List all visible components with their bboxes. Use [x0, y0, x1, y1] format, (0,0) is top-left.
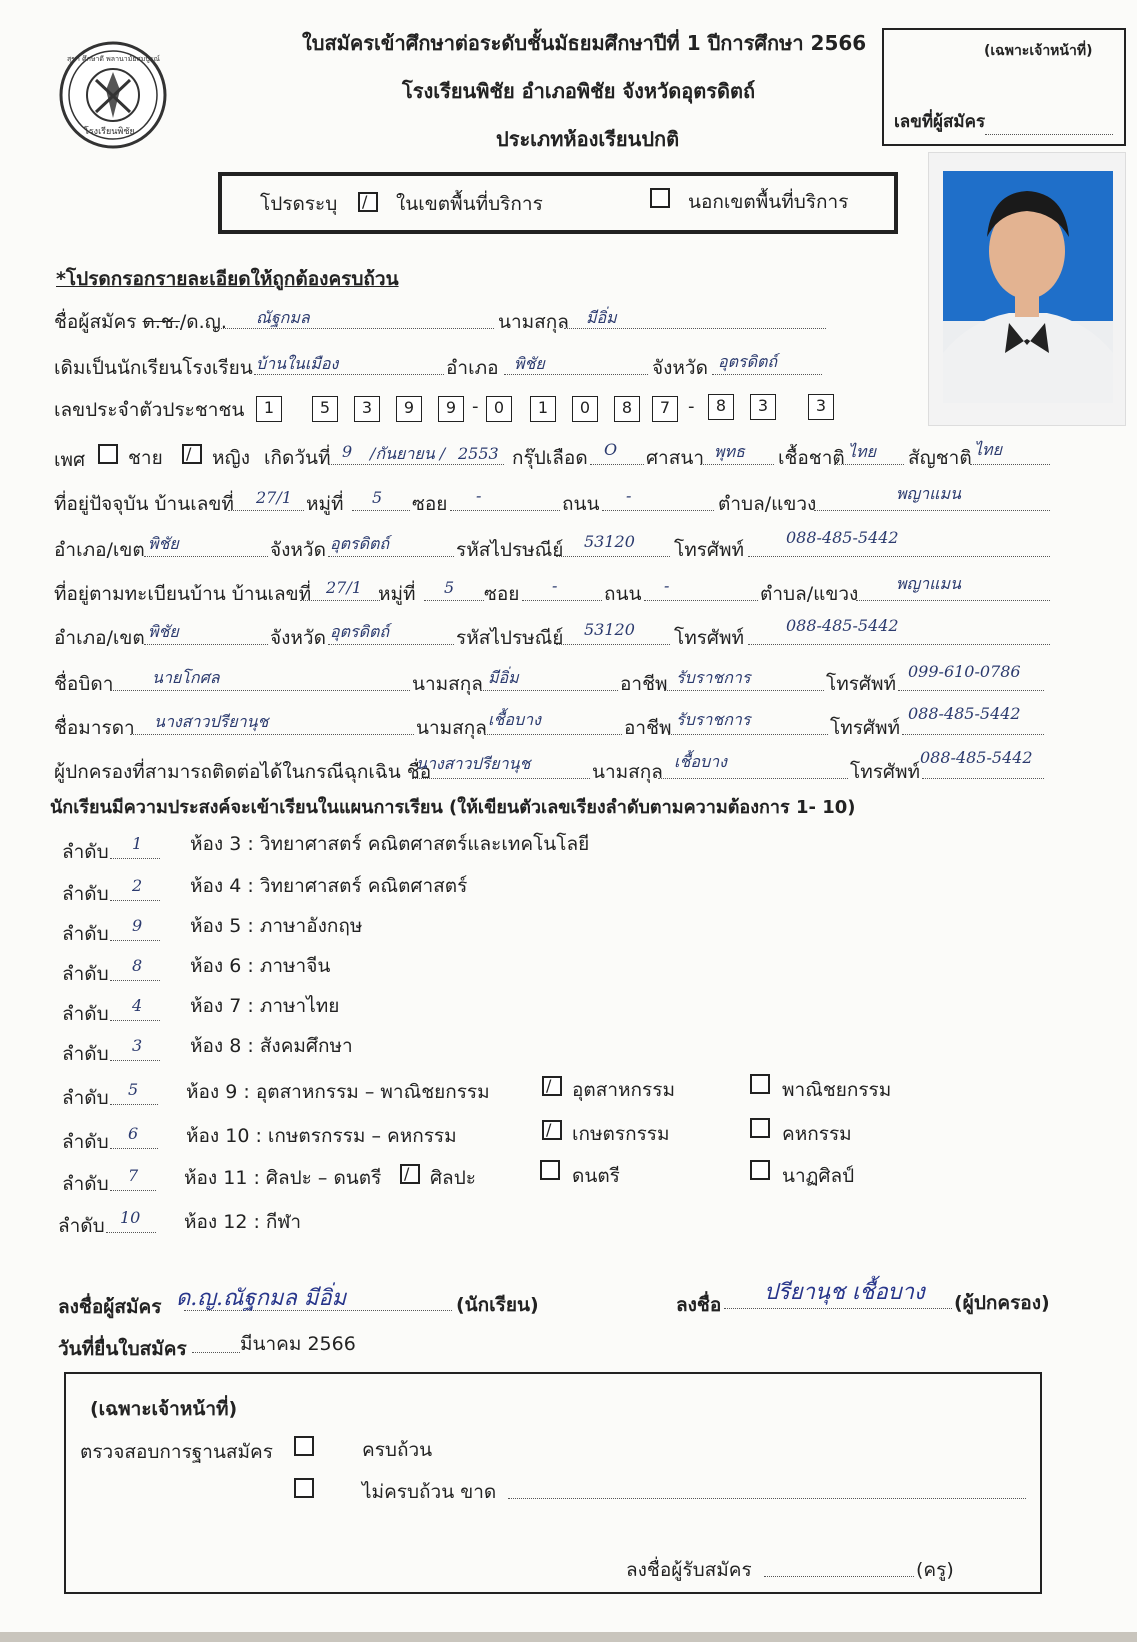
- dance-checkbox[interactable]: [750, 1160, 770, 1180]
- plan-room: ห้อง 4 : วิทยาศาสตร์ คณิตศาสตร์: [190, 875, 468, 897]
- page-edge: [0, 1632, 1137, 1642]
- current-soi-value: -: [476, 486, 482, 505]
- plan-rank-label: ลำดับ: [62, 1087, 109, 1109]
- religion-label: ศาสนา: [646, 447, 704, 469]
- plan-rank-label: ลำดับ: [62, 923, 109, 945]
- registered-postal-value: 53120: [584, 620, 635, 639]
- id-digit[interactable]: 8: [614, 396, 640, 422]
- school-province-label: จังหวัด: [652, 357, 708, 379]
- id-dash: -: [688, 396, 695, 417]
- applicant-photo: [928, 152, 1126, 426]
- dance-label: นาฏศิลป์: [782, 1165, 855, 1187]
- id-label: เลขประจำตัวประชาชน: [54, 399, 245, 421]
- registered-phone-value: 088-485-5442: [786, 616, 899, 635]
- plan-rank-value: 5: [128, 1080, 139, 1099]
- plan-room: ห้อง 11 : ศิลปะ – ดนตรี: [184, 1167, 382, 1189]
- registered-postal-label: รหัสไปรษณีย์: [456, 627, 564, 649]
- office-label: (เฉพาะเจ้าหน้าที่): [90, 1398, 238, 1420]
- guardian-surname-value: เชื้อบาง: [674, 752, 727, 771]
- id-digit[interactable]: 8: [708, 394, 734, 420]
- plan-room: ห้อง 10 : เกษตรกรรม – คหกรรม: [186, 1125, 457, 1147]
- plan-room: ห้อง 5 : ภาษาอังกฤษ: [190, 915, 363, 937]
- plan-rank-value: 6: [128, 1124, 139, 1143]
- plan-rank-value: 4: [132, 996, 143, 1015]
- form-title: ใบสมัครเข้าศึกษาต่อระดับชั้นมัธยมศึกษาปีที่ 1 ปีการศึกษา 2566: [302, 31, 867, 55]
- birth-month: /กันยายน /: [370, 444, 446, 463]
- applicant-no-field[interactable]: เลขที่ผู้สมัคร: [894, 108, 1113, 135]
- incomplete-label: ไม่ครบถ้วน ขาด: [362, 1481, 497, 1503]
- surname-label: นามสกุล: [498, 311, 569, 333]
- applicant-role: (นักเรียน): [456, 1294, 539, 1316]
- agri-label: เกษตรกรรม: [572, 1123, 670, 1145]
- home-econ-checkbox[interactable]: [750, 1118, 770, 1138]
- current-moo-label: หมู่ที่: [306, 493, 344, 515]
- registered-moo-label: หมู่ที่: [378, 583, 416, 605]
- plan-room: ห้อง 3 : วิทยาศาสตร์ คณิตศาสตร์และเทคโนโลยี: [190, 833, 590, 855]
- registered-subdistrict-label: ตำบล/แขวง: [760, 583, 859, 605]
- plan-room: ห้อง 12 : กีฬา: [184, 1211, 302, 1233]
- out-area-label: นอกเขตพื้นที่บริการ: [688, 191, 849, 213]
- registered-soi-value: -: [552, 576, 558, 595]
- blood-value: O: [604, 440, 618, 459]
- current-road-field[interactable]: [602, 490, 714, 511]
- surname-value: มีอิ่ม: [586, 308, 617, 327]
- father-name-value: นายโกศล: [152, 668, 220, 687]
- office-check-label: ตรวจสอบการฐานสมัคร: [80, 1441, 273, 1463]
- birth-year: 2553: [458, 444, 499, 463]
- apply-date-field[interactable]: [192, 1332, 240, 1353]
- school-district-label: อำเภอ: [446, 357, 499, 379]
- school-district-value: พิชัย: [514, 354, 545, 373]
- incomplete-detail-field[interactable]: [508, 1478, 1026, 1499]
- out-area-checkbox[interactable]: [650, 188, 670, 208]
- blood-label: กรุ๊ปเลือด: [512, 447, 588, 469]
- female-label: หญิง: [212, 447, 250, 469]
- plan-rank-label: ลำดับ: [62, 963, 109, 985]
- mother-label: ชื่อมารดา: [54, 717, 135, 739]
- classroom-type: ประเภทห้องเรียนปกติ: [496, 127, 680, 151]
- id-digit[interactable]: 7: [652, 396, 678, 422]
- registered-district-label: อำเภอ/เขต: [54, 627, 145, 649]
- plan-rank-label: ลำดับ: [62, 1003, 109, 1025]
- industry-label: อุตสาหกรรม: [572, 1079, 675, 1101]
- school-province-value: อุตรดิตถ์: [718, 352, 778, 371]
- father-job-label: อาชีพ: [620, 673, 668, 695]
- religion-value: พุทธ: [714, 442, 745, 461]
- current-district-label: อำเภอ/เขต: [54, 539, 145, 561]
- registered-district-value: พิชัย: [148, 622, 179, 641]
- plans-heading: นักเรียนมีความประสงค์จะเข้าเรียนในแผนการเรียน (ให้เขียนตัวเลขเรียงลำดับตามความต้องการ 1- 10): [50, 797, 856, 818]
- plan-room: ห้อง 6 : ภาษาจีน: [190, 955, 331, 977]
- mother-job-label: อาชีพ: [624, 717, 672, 739]
- art-label: ศิลปะ: [430, 1167, 476, 1189]
- registered-soi-field[interactable]: [522, 580, 602, 601]
- father-surname-value: มีอิ่ม: [488, 668, 519, 687]
- commerce-checkbox[interactable]: [750, 1074, 770, 1094]
- art-checkbox[interactable]: /: [400, 1164, 420, 1184]
- mother-phone-value: 088-485-5442: [908, 704, 1021, 723]
- plan-rank-value: 2: [132, 876, 143, 895]
- applicant-name-row: ชื่อผู้สมัคร ด.ช./ด.ญ.: [54, 311, 227, 333]
- birth-day: 9: [342, 442, 353, 461]
- mother-phone-label: โทรศัพท์: [830, 717, 901, 739]
- instruction: *โปรดกรอกรายละเอียดให้ถูกต้องครบถ้วน: [56, 268, 399, 290]
- id-digit[interactable]: 1: [530, 396, 556, 422]
- id-digit[interactable]: 5: [312, 396, 338, 422]
- complete-label: ครบถ้วน: [362, 1439, 433, 1461]
- current-road-value: -: [626, 486, 632, 505]
- guardian-label: ผู้ปกครองที่สามารถติดต่อได้ในกรณีฉุกเฉิน ชื่อ: [54, 761, 432, 783]
- music-label: ดนตรี: [572, 1165, 620, 1187]
- guardian-phone-label: โทรศัพท์: [850, 761, 921, 783]
- commerce-label: พาณิชยกรรม: [782, 1079, 892, 1101]
- id-digit[interactable]: 9: [438, 396, 464, 422]
- mother-job-value: รับราชการ: [676, 710, 751, 729]
- registered-road-label: ถนน: [604, 583, 642, 605]
- first-name-value: ณัฐกมล: [256, 308, 310, 327]
- current-province-label: จังหวัด: [270, 539, 326, 561]
- father-label: ชื่อบิดา: [54, 673, 114, 695]
- current-subdistrict-value: พญาแมน: [896, 484, 961, 503]
- plan-rank-value: 8: [132, 956, 143, 975]
- female-checkbox[interactable]: /: [182, 444, 202, 464]
- birth-label: เกิดวันที่: [264, 447, 331, 469]
- apply-date-label: วันที่ยื่นใบสมัคร: [58, 1338, 187, 1360]
- mother-surname-label: นามสกุล: [416, 717, 487, 739]
- father-surname-label: นามสกุล: [412, 673, 483, 695]
- current-subdistrict-label: ตำบล/แขวง: [718, 493, 817, 515]
- current-road-label: ถนน: [562, 493, 600, 515]
- current-district-value: พิชัย: [148, 534, 179, 553]
- gender-label: เพศ: [54, 449, 86, 471]
- area-prefix: โปรดระบุ: [260, 193, 338, 215]
- id-digit[interactable]: 3: [354, 396, 380, 422]
- agri-checkbox[interactable]: /: [542, 1120, 562, 1140]
- plan-room: ห้อง 8 : สังคมศึกษา: [190, 1035, 353, 1057]
- id-digit[interactable]: 3: [750, 394, 776, 420]
- ethnicity-label: เชื้อชาติ: [778, 447, 845, 469]
- guardian-role: (ผู้ปกครอง): [954, 1292, 1050, 1314]
- registered-road-value: -: [664, 576, 670, 595]
- id-digit[interactable]: 0: [572, 396, 598, 422]
- guardian-surname-label: นามสกุล: [592, 761, 663, 783]
- id-digit[interactable]: 3: [808, 394, 834, 420]
- id-digit[interactable]: 0: [486, 396, 512, 422]
- music-checkbox[interactable]: [540, 1160, 560, 1180]
- home-econ-label: คหกรรม: [782, 1123, 852, 1145]
- title-struck: ด.ช.: [142, 311, 180, 333]
- plan-rank-label: ลำดับ: [62, 841, 109, 863]
- plan-rank-label: ลำดับ: [58, 1215, 105, 1237]
- receiver-role: (ครู): [916, 1559, 954, 1581]
- receiver-label: ลงชื่อผู้รับสมัคร: [626, 1559, 752, 1581]
- in-area-label: ในเขตพื้นที่บริการ: [396, 193, 543, 215]
- nationality-value: ไทย: [974, 440, 1002, 459]
- guardian-phone-value: 088-485-5442: [920, 748, 1033, 767]
- staff-box-label: (เฉพาะเจ้าหน้าที่): [984, 43, 1093, 59]
- registered-subdistrict-value: พญาแมน: [896, 574, 961, 593]
- registered-soi-label: ซอย: [484, 583, 520, 605]
- current-phone-value: 088-485-5442: [786, 528, 899, 547]
- plan-rank-value: 1: [132, 834, 143, 853]
- seal-text-bottom: โรงเรียนพิชัย: [84, 127, 135, 137]
- registered-moo-value: 5: [444, 578, 455, 597]
- registered-address-label: ที่อยู่ตามทะเบียนบ้าน บ้านเลขที่: [54, 583, 312, 605]
- plan-rank-value: 7: [128, 1166, 139, 1185]
- current-moo-value: 5: [372, 488, 383, 507]
- plan-rank-value: 10: [120, 1208, 141, 1227]
- apply-date-value: มีนาคม 2566: [240, 1333, 356, 1355]
- plan-rank-value: 3: [132, 1036, 143, 1055]
- current-soi-label: ซอย: [412, 493, 448, 515]
- plan-room: ห้อง 7 : ภาษาไทย: [190, 995, 340, 1017]
- male-label: ชาย: [128, 447, 163, 469]
- school-name: โรงเรียนพิชัย อำเภอพิชัย จังหวัดอุตรดิตถ์: [402, 79, 756, 103]
- id-dash: -: [472, 396, 479, 417]
- applicant-signature: ด.ญ.ณัฐกมล มีอิ่ม: [176, 1286, 347, 1311]
- applicant-sign-label: ลงชื่อผู้สมัคร: [58, 1296, 162, 1318]
- plan-rank-label: ลำดับ: [62, 883, 109, 905]
- nationality-label: สัญชาติ: [908, 447, 972, 469]
- current-soi-field[interactable]: [450, 490, 560, 511]
- father-phone-value: 099-610-0786: [908, 662, 1021, 681]
- complete-checkbox[interactable]: [294, 1436, 314, 1456]
- registered-phone-label: โทรศัพท์: [674, 627, 745, 649]
- registered-province-label: จังหวัด: [270, 627, 326, 649]
- plan-rank-label: ลำดับ: [62, 1131, 109, 1153]
- registered-province-value: อุตรดิตถ์: [330, 622, 390, 641]
- male-checkbox[interactable]: [98, 444, 118, 464]
- former-school-value: บ้านในเมือง: [256, 354, 339, 373]
- guardian-name-value: นางสาวปรียานุช: [416, 754, 531, 773]
- receiver-sign-field[interactable]: [764, 1556, 914, 1577]
- ethnicity-value: ไทย: [848, 442, 876, 461]
- registered-road-field[interactable]: [644, 580, 758, 601]
- current-address-label: ที่อยู่ปัจจุบัน บ้านเลขที่: [54, 493, 234, 515]
- current-postal-value: 53120: [584, 532, 635, 551]
- father-phone-label: โทรศัพท์: [826, 673, 897, 695]
- plan-rank-label: ลำดับ: [62, 1043, 109, 1065]
- father-job-value: รับราชการ: [676, 668, 751, 687]
- current-house-value: 27/1: [256, 488, 292, 507]
- in-area-checkbox[interactable]: /: [358, 192, 378, 212]
- mother-name-value: นางสาวปรียานุช: [154, 712, 269, 731]
- id-digit[interactable]: 9: [396, 396, 422, 422]
- seal-text-top: สุขา ศึกษาดี พลานามัยสมบูรณ์: [66, 55, 161, 63]
- former-school-label: เดิมเป็นนักเรียนโรงเรียน: [54, 357, 253, 379]
- incomplete-checkbox[interactable]: [294, 1478, 314, 1498]
- plan-room: ห้อง 9 : อุตสาหกรรม – พาณิชยกรรม: [186, 1081, 490, 1103]
- current-postal-label: รหัสไปรษณีย์: [456, 539, 564, 561]
- industry-checkbox[interactable]: /: [542, 1076, 562, 1096]
- registered-house-value: 27/1: [326, 578, 362, 597]
- current-province-value: อุตรดิตถ์: [330, 534, 390, 553]
- guardian-sign-label: ลงชื่อ: [676, 1294, 722, 1316]
- mother-surname-value: เชื้อบาง: [488, 710, 541, 729]
- guardian-signature: ปรียานุช เชื้อบาง: [764, 1280, 925, 1305]
- current-phone-label: โทรศัพท์: [674, 539, 745, 561]
- plan-rank-value: 9: [132, 916, 143, 935]
- plan-rank-label: ลำดับ: [62, 1173, 109, 1195]
- id-digit[interactable]: 1: [256, 396, 282, 422]
